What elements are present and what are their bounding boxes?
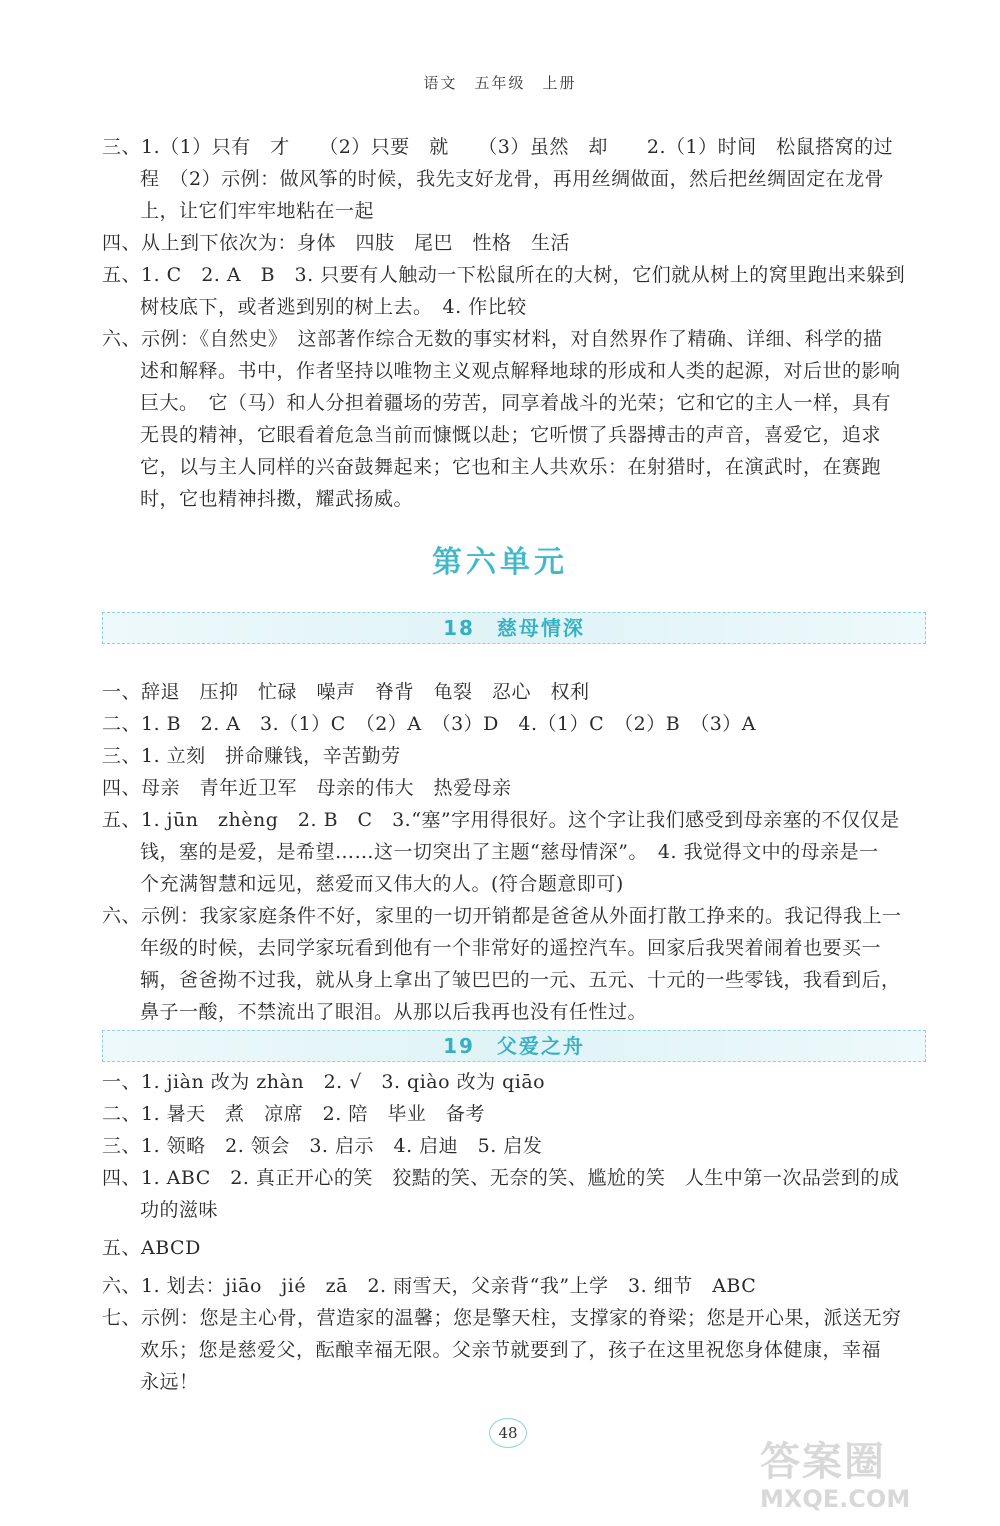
answer-line: 四、从上到下依次为：身体 四肢 尾巴 性格 生活 [102,232,571,254]
answer-line: 鼻子一酸，不禁流出了眼泪。从那以后我再也没有任性过。 [140,1001,648,1023]
answer-line: 三、1. 领略 2. 领会 3. 启示 4. 启迪 5. 启发 [102,1135,543,1157]
answer-line: 二、1. B 2. A 3.（1）C （2）A （3）D 4.（1）C （2）B （3）A [102,713,757,735]
answer-line: 无畏的精神，它眼看着危急当前而慷慨以赴；它听惯了兵器搏击的声音，喜爱它，追求 [140,424,882,446]
answer-line: 述和解释。书中，作者坚持以唯物主义观点解释地球的形成和人类的起源，对后世的影响 [140,360,901,382]
answer-line: 四、母亲 青年近卫军 母亲的伟大 热爱母亲 [102,777,512,799]
answer-line: 程 （2）示例：做风筝的时候，我先支好龙骨，再用丝绸做面，然后把丝绸固定在龙骨 [140,168,885,190]
page-header: 语文 五年级 上册 [423,74,577,92]
answer-line: 四、1. ABC 2. 真正开心的笑 狡黠的笑、无奈的笑、尴尬的笑 人生中第一次品尝到的成 [102,1167,900,1189]
top-answers [102,131,932,515]
lesson-19-title: 19 父爱之舟 [102,1030,926,1062]
answer-line: 时，它也精神抖擞，耀武扬威。 [140,488,414,510]
answer-line: 六、示例：我家家庭条件不好，家里的一切开销都是爸爸从外面打散工挣来的。我记得我上一 [102,905,902,927]
watermark-cn: 答案圈 [760,1439,886,1485]
answer-line: 七、示例：您是主心骨，营造家的温馨；您是擎天柱，支撑家的脊梁；您是开心果，派送无穷 [102,1307,902,1329]
page-number: 48 [489,1418,527,1448]
lesson-19-answers [102,1066,932,1398]
answer-line: 个充满智慧和远见，慈爱而又伟大的人。(符合题意即可) [140,873,624,895]
watermark-en: MXQE.COM [760,1485,911,1513]
answer-line: 上，让它们牢牢地粘在一起 [140,200,375,222]
answer-line: 功的滋味 [140,1199,219,1221]
answer-line: 钱，塞的是爱，是希望……这一切突出了主题“慈母情深”。 4. 我觉得文中的母亲是一 [140,841,879,863]
answer-line: 五、1. C 2. A B 3. 只要有人触动一下松鼠所在的大树，它们就从树上的窝里跑出来躲到 [102,264,906,286]
answer-line: 一、1. jiàn 改为 zhàn 2. √ 3. qiào 改为 qiāo [102,1071,546,1093]
lesson-18-answers [102,676,932,1028]
unit-title: 第六单元 [432,545,568,580]
answer-line: 五、1. jūn zhèng 2. B C 3.“塞”字用得很好。这个字让我们感受到母亲塞的不仅仅是 [102,809,900,831]
answer-line: 五、ABCD [102,1237,201,1259]
answer-line: 永远！ [140,1371,199,1393]
answer-line: 一、辞退 压抑 忙碌 噪声 脊背 龟裂 忍心 权利 [102,681,590,703]
watermark-logo [760,1440,990,1520]
answer-line: 六、1. 划去：jiāo jié zā 2. 雨雪天，父亲背“我”上学 3. 细节 ABC [102,1275,757,1297]
answer-line: 它，以与主人同样的兴奋鼓舞起来；它也和主人共欢乐：在射猎时，在演武时，在赛跑 [140,456,882,478]
answer-line: 欢乐；您是慈爱父，酝酿幸福无限。父亲节就要到了，孩子在这里祝您身体健康，幸福 [140,1339,882,1361]
answer-line: 三、1. 立刻 拼命赚钱，辛苦勤劳 [102,745,401,767]
answer-line: 年级的时候，去同学家玩看到他有一个非常好的遥控汽车。回家后我哭着闹着也要买一 [140,937,882,959]
answer-line: 辆，爸爸拗不过我，就从身上拿出了皱巴巴的一元、五元、十元的一些零钱，我看到后， [140,969,901,991]
lesson-18-title: 18 慈母情深 [102,612,926,644]
answer-line: 三、1.（1）只有 才 （2）只要 就 （3）虽然 却 2.（1）时间 松鼠搭窝的过 [102,136,894,158]
answer-line: 二、1. 暑天 煮 凉席 2. 陪 毕业 备考 [102,1103,485,1125]
answer-line: 六、示例：《自然史》 这部著作综合无数的事实材料，对自然界作了精确、详细、科学的描 [102,328,883,350]
answer-line: 树枝底下，或者逃到别的树上去。 4. 作比较 [140,296,527,318]
answer-line: 巨大。 它（马）和人分担着疆场的劳苦，同享着战斗的光荣；它和它的主人一样，具有 [140,392,892,414]
